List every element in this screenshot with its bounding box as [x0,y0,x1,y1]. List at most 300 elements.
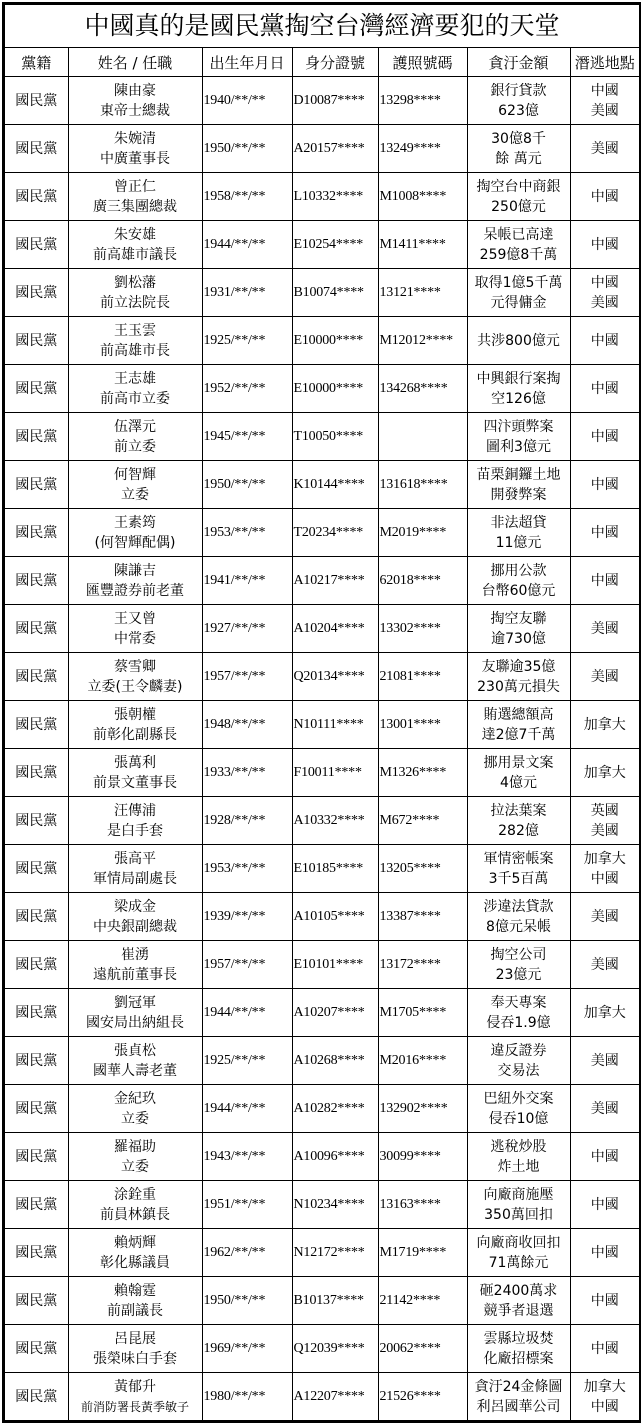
party-text: 國民黨 [15,668,58,685]
name-position-cell [68,749,202,797]
party-text: 國民黨 [15,140,58,157]
party-cell [5,1181,68,1229]
id-number: E10000**** [293,380,364,396]
table-row [5,749,639,797]
destination-cell [570,893,639,941]
person-name: 梁成金 [114,898,156,915]
destination-cell [570,221,639,269]
person-position: 前立委 [114,438,156,455]
id-number-cell [292,365,378,413]
name-position-cell [68,461,202,509]
birth-date-cell [202,125,292,173]
name-position-cell [68,557,202,605]
party-cell [5,653,68,701]
amount-line: 230萬元損失 [477,678,560,695]
birth-date-cell [202,797,292,845]
birth-date-cell [202,557,292,605]
passport-number-cell [378,413,467,461]
id-number: E10185**** [293,860,364,876]
party-text: 國民黨 [15,1244,58,1261]
amount-cell [467,797,570,845]
name-position-cell [68,173,202,221]
party-text: 國民黨 [15,1292,58,1309]
amount-line: 圖利3億元 [486,438,551,455]
passport-number-cell [378,461,467,509]
person-name: 曾正仁 [114,178,156,195]
person-position: 中廣董事長 [100,150,170,167]
id-number-cell [292,77,378,125]
person-name: 王又曾 [114,610,156,627]
amount-line: 11億元 [495,534,542,551]
party-text: 國民黨 [15,764,58,781]
amount-line: 282億 [498,822,539,839]
destination-cell [570,1325,639,1373]
birth-date-cell [202,269,292,317]
birth-date-cell [202,221,292,269]
amount-cell [467,557,570,605]
party-cell [5,125,68,173]
table-row [5,701,639,749]
amount-line: 拉法葉案 [490,802,547,819]
name-position-cell [68,701,202,749]
table-row [5,1037,639,1085]
name-position-cell [68,1085,202,1133]
name-position-cell [68,1277,202,1325]
passport-number-cell [378,989,467,1037]
destination-cell [570,365,639,413]
person-position: 立委 [121,1110,149,1127]
party-cell [5,413,68,461]
party-text: 國民黨 [15,1340,58,1357]
amount-cell [467,365,570,413]
birth-date: 1940/**/** [203,92,266,108]
amount-cell [467,605,570,653]
party-text: 國民黨 [15,428,58,445]
table-row [5,125,639,173]
id-number-cell [292,317,378,365]
destination-line: 美國 [590,620,619,637]
passport-number: 13001**** [379,716,441,732]
passport-number-cell [378,1325,467,1373]
party-cell [5,845,68,893]
person-position: 前副議長 [107,1302,163,1319]
person-name: 王玉雲 [114,322,156,339]
party-cell [5,989,68,1037]
id-number: N12172**** [293,1244,365,1260]
destination-line: 中國 [590,1244,619,1261]
name-position-cell [68,1133,202,1181]
amount-cell [467,1181,570,1229]
passport-number-cell [378,701,467,749]
amount-line: 空126億 [491,390,546,407]
id-number-cell [292,173,378,221]
column-header-amount: 貪汙金額 [467,48,570,77]
amount-cell [467,173,570,221]
id-number-cell [292,269,378,317]
amount-line: 逃稅炒股 [490,1138,547,1155]
person-position: 國華人壽老董 [93,1062,177,1079]
party-text: 國民黨 [15,716,58,733]
passport-number-cell [378,557,467,605]
passport-number: 21142**** [379,1292,441,1308]
amount-cell [467,77,570,125]
birth-date: 1948/**/** [203,716,266,732]
id-number: A12207**** [293,1388,365,1404]
birth-date: 1925/**/** [203,1052,266,1068]
destination-line: 英國 [590,802,619,819]
name-position-cell [68,845,202,893]
party-cell [5,557,68,605]
amount-line: 化廠招標案 [483,1350,554,1367]
id-number: Q20134**** [293,668,365,684]
column-header-id-number: 身分證號 [292,48,378,77]
name-position-cell [68,941,202,989]
birth-date: 1958/**/** [203,188,266,204]
party-text: 國民黨 [15,1052,58,1069]
party-cell [5,317,68,365]
birth-date-cell [202,893,292,941]
destination-line: 美國 [590,1100,619,1117]
destination-line: 中國 [590,1398,619,1415]
table-row [5,269,639,317]
id-number: A20157**** [293,140,365,156]
birth-date: 1927/**/** [203,620,266,636]
birth-date: 1950/**/** [203,476,266,492]
id-number-cell [292,605,378,653]
destination-line: 中國 [590,188,619,205]
party-cell [5,1325,68,1373]
party-text: 國民黨 [15,332,58,349]
passport-number: M1326**** [379,764,447,780]
passport-number-cell [378,221,467,269]
amount-cell [467,749,570,797]
destination-line: 美國 [590,140,619,157]
amount-line: 259億8千萬 [479,246,558,263]
amount-cell [467,653,570,701]
destination-line: 中國 [590,1196,619,1213]
passport-number: 132902**** [379,1100,448,1116]
party-text: 國民黨 [15,956,58,973]
amount-line: 涉違法貸款 [483,898,554,915]
destination-line: 美國 [590,668,619,685]
amount-line: 逾730億 [491,630,546,647]
destination-line: 中國 [590,332,619,349]
passport-number-cell [378,941,467,989]
destination-line: 加拿大 [583,1004,626,1021]
destination-line: 中國 [590,236,619,253]
person-position: 立委 [121,486,149,503]
person-position: 前消防署長黃季敏子 [80,1399,189,1414]
amount-line: 共涉800億元 [477,332,560,349]
party-cell [5,605,68,653]
amount-line: 友聯逾35億 [481,658,556,675]
name-position-cell [68,605,202,653]
birth-date: 1951/**/** [203,1196,266,1212]
destination-cell [570,605,639,653]
table-row [5,1277,639,1325]
person-name: 朱安雄 [114,226,156,243]
person-name: 伍澤元 [114,418,156,435]
person-name: 王素筠 [114,514,156,531]
amount-line: 交易法 [497,1062,540,1079]
passport-number-cell [378,365,467,413]
party-text: 國民黨 [15,812,58,829]
passport-number: 134268**** [379,380,448,396]
passport-number: 13121**** [379,284,441,300]
amount-cell [467,1229,570,1277]
id-number-cell [292,701,378,749]
table-row [5,989,639,1037]
person-name: 賴炳輝 [114,1234,156,1251]
column-header-name-position: 姓名 / 任職 [68,48,202,77]
passport-number-cell [378,317,467,365]
party-text: 國民黨 [15,1148,58,1165]
id-number-cell [292,1325,378,1373]
destination-line: 加拿大 [583,716,626,733]
passport-number-cell [378,749,467,797]
birth-date-cell [202,1133,292,1181]
destination-line: 美國 [590,294,619,311]
table-row [5,845,639,893]
id-number-cell [292,125,378,173]
name-position-cell [68,1037,202,1085]
amount-cell [467,509,570,557]
amount-cell [467,221,570,269]
destination-line: 中國 [590,870,619,887]
person-position: 前員林鎮長 [100,1206,170,1223]
passport-number-cell [378,653,467,701]
destination-cell [570,749,639,797]
amount-cell [467,701,570,749]
passport-number-cell [378,1181,467,1229]
passport-number: M1719**** [379,1244,447,1260]
amount-line: 掏空友聯 [490,610,547,627]
table-row [5,1325,639,1373]
birth-date-cell [202,749,292,797]
destination-line: 中國 [590,572,619,589]
person-name: 張高平 [114,850,156,867]
person-name: 張朝權 [114,706,156,723]
destination-cell [570,509,639,557]
destination-cell [570,797,639,845]
table-row [5,317,639,365]
table-row [5,797,639,845]
destination-cell [570,125,639,173]
column-header-destination: 潛逃地點 [570,48,639,77]
person-position: 前立法院長 [100,294,170,311]
birth-date: 1980/**/** [203,1388,266,1404]
person-name: 金紀玖 [114,1090,156,1107]
passport-number-cell [378,1229,467,1277]
person-position: 彰化縣議員 [100,1254,170,1271]
birth-date-cell [202,1277,292,1325]
passport-number: 13205**** [379,860,441,876]
id-number-cell [292,509,378,557]
destination-cell [570,845,639,893]
birth-date: 1953/**/** [203,524,266,540]
birth-date-cell [202,1181,292,1229]
amount-line: 掏空公司 [490,946,547,963]
table-row [5,1229,639,1277]
id-number-cell [292,749,378,797]
destination-line: 中國 [590,274,619,291]
person-position: 是白手套 [107,822,163,839]
person-name: 呂昆展 [114,1330,156,1347]
name-position-cell [68,77,202,125]
destination-line: 中國 [590,380,619,397]
birth-date: 1943/**/** [203,1148,266,1164]
id-number: F10011**** [293,764,362,780]
id-number-cell [292,1229,378,1277]
party-cell [5,1229,68,1277]
person-name: 劉松藩 [114,274,156,291]
amount-cell [467,893,570,941]
id-number: K10144**** [293,476,365,492]
destination-line: 中國 [590,1148,619,1165]
person-name: 羅福助 [114,1138,156,1155]
person-name: 朱婉清 [114,130,156,147]
id-number: A10207**** [293,1004,365,1020]
id-number-cell [292,1085,378,1133]
person-name: 陳由豪 [114,82,156,99]
amount-cell [467,941,570,989]
table-row [5,77,639,125]
person-position: 中常委 [114,630,156,647]
amount-cell [467,1133,570,1181]
birth-date: 1939/**/** [203,908,266,924]
destination-cell [570,1229,639,1277]
passport-number-cell [378,269,467,317]
table-row [5,221,639,269]
birth-date-cell [202,461,292,509]
birth-date: 1952/**/** [203,380,266,396]
table-row [5,461,639,509]
destination-cell [570,1133,639,1181]
party-cell [5,173,68,221]
birth-date: 1962/**/** [203,1244,266,1260]
amount-line: 向廠商收回扣 [476,1234,561,1251]
table-body [5,77,639,1421]
party-cell [5,797,68,845]
name-position-cell [68,413,202,461]
destination-line: 中國 [590,1340,619,1357]
party-cell [5,269,68,317]
id-number-cell [292,1133,378,1181]
destination-line: 加拿大 [583,850,626,867]
destination-cell [570,701,639,749]
amount-cell [467,269,570,317]
id-number-cell [292,1373,378,1421]
amount-line: 餘 萬元 [495,150,542,167]
id-number-cell [292,893,378,941]
person-name: 涂銓重 [114,1186,156,1203]
passport-number-cell [378,125,467,173]
birth-date-cell [202,941,292,989]
person-position: (何智輝配偶) [94,534,176,551]
person-name: 陳謙吉 [114,562,156,579]
destination-cell [570,413,639,461]
id-number: D10087**** [293,92,365,108]
passport-number-cell [378,173,467,221]
id-number: A10105**** [293,908,365,924]
amount-line: 向廠商施壓 [483,1186,554,1203]
party-text: 國民黨 [15,620,58,637]
passport-number: 13298**** [379,92,441,108]
amount-line: 砸2400萬求 [479,1282,558,1299]
amount-line: 250億元 [491,198,546,215]
table-row [5,1373,639,1421]
birth-date: 1950/**/** [203,140,266,156]
table-row [5,893,639,941]
party-cell [5,1085,68,1133]
id-number: T10050**** [293,428,364,444]
amount-line: 銀行貸款 [490,82,547,99]
destination-cell [570,173,639,221]
passport-number-cell [378,1133,467,1181]
table-row [5,413,639,461]
id-number-cell [292,221,378,269]
person-position: 匯豐證券前老董 [86,582,184,599]
name-position-cell [68,797,202,845]
birth-date-cell [202,1037,292,1085]
name-position-cell [68,1181,202,1229]
table-row [5,1085,639,1133]
id-number-cell [292,1277,378,1325]
name-position-cell [68,1373,202,1421]
person-position: 前高雄市長 [100,342,170,359]
table-row [5,1133,639,1181]
amount-line: 台幣60億元 [481,582,556,599]
party-text: 國民黨 [15,92,58,109]
birth-date-cell [202,1373,292,1421]
party-cell [5,77,68,125]
table-row [5,173,639,221]
id-number: B10074**** [293,284,364,300]
name-position-cell [68,317,202,365]
id-number: A10282**** [293,1100,365,1116]
birth-date: 1931/**/** [203,284,266,300]
name-position-cell [68,269,202,317]
id-number: E10101**** [293,956,364,972]
destination-line: 中國 [590,428,619,445]
column-header-party: 黨籍 [5,48,68,77]
party-cell [5,461,68,509]
destination-cell [570,1085,639,1133]
amount-line: 雲縣垃圾焚 [483,1330,554,1347]
person-position: 軍情局副處長 [93,870,177,887]
amount-line: 競爭者退選 [483,1302,554,1319]
amount-line: 掏空台中商銀 [476,178,561,195]
person-position: 前高市立委 [100,390,170,407]
person-name: 蔡雪卿 [114,658,156,675]
birth-date: 1944/**/** [203,1004,266,1020]
amount-cell [467,413,570,461]
amount-cell [467,461,570,509]
birth-date: 1925/**/** [203,332,266,348]
amount-cell [467,1325,570,1373]
party-cell [5,1373,68,1421]
destination-line: 美國 [590,956,619,973]
name-position-cell [68,365,202,413]
name-position-cell [68,221,202,269]
id-number-cell [292,557,378,605]
id-number: B10137**** [293,1292,364,1308]
table-row [5,941,639,989]
id-number: A10096**** [293,1148,365,1164]
passport-number: 21081**** [379,668,441,684]
id-number: A10204**** [293,620,365,636]
amount-line: 賄選總額高 [483,706,554,723]
